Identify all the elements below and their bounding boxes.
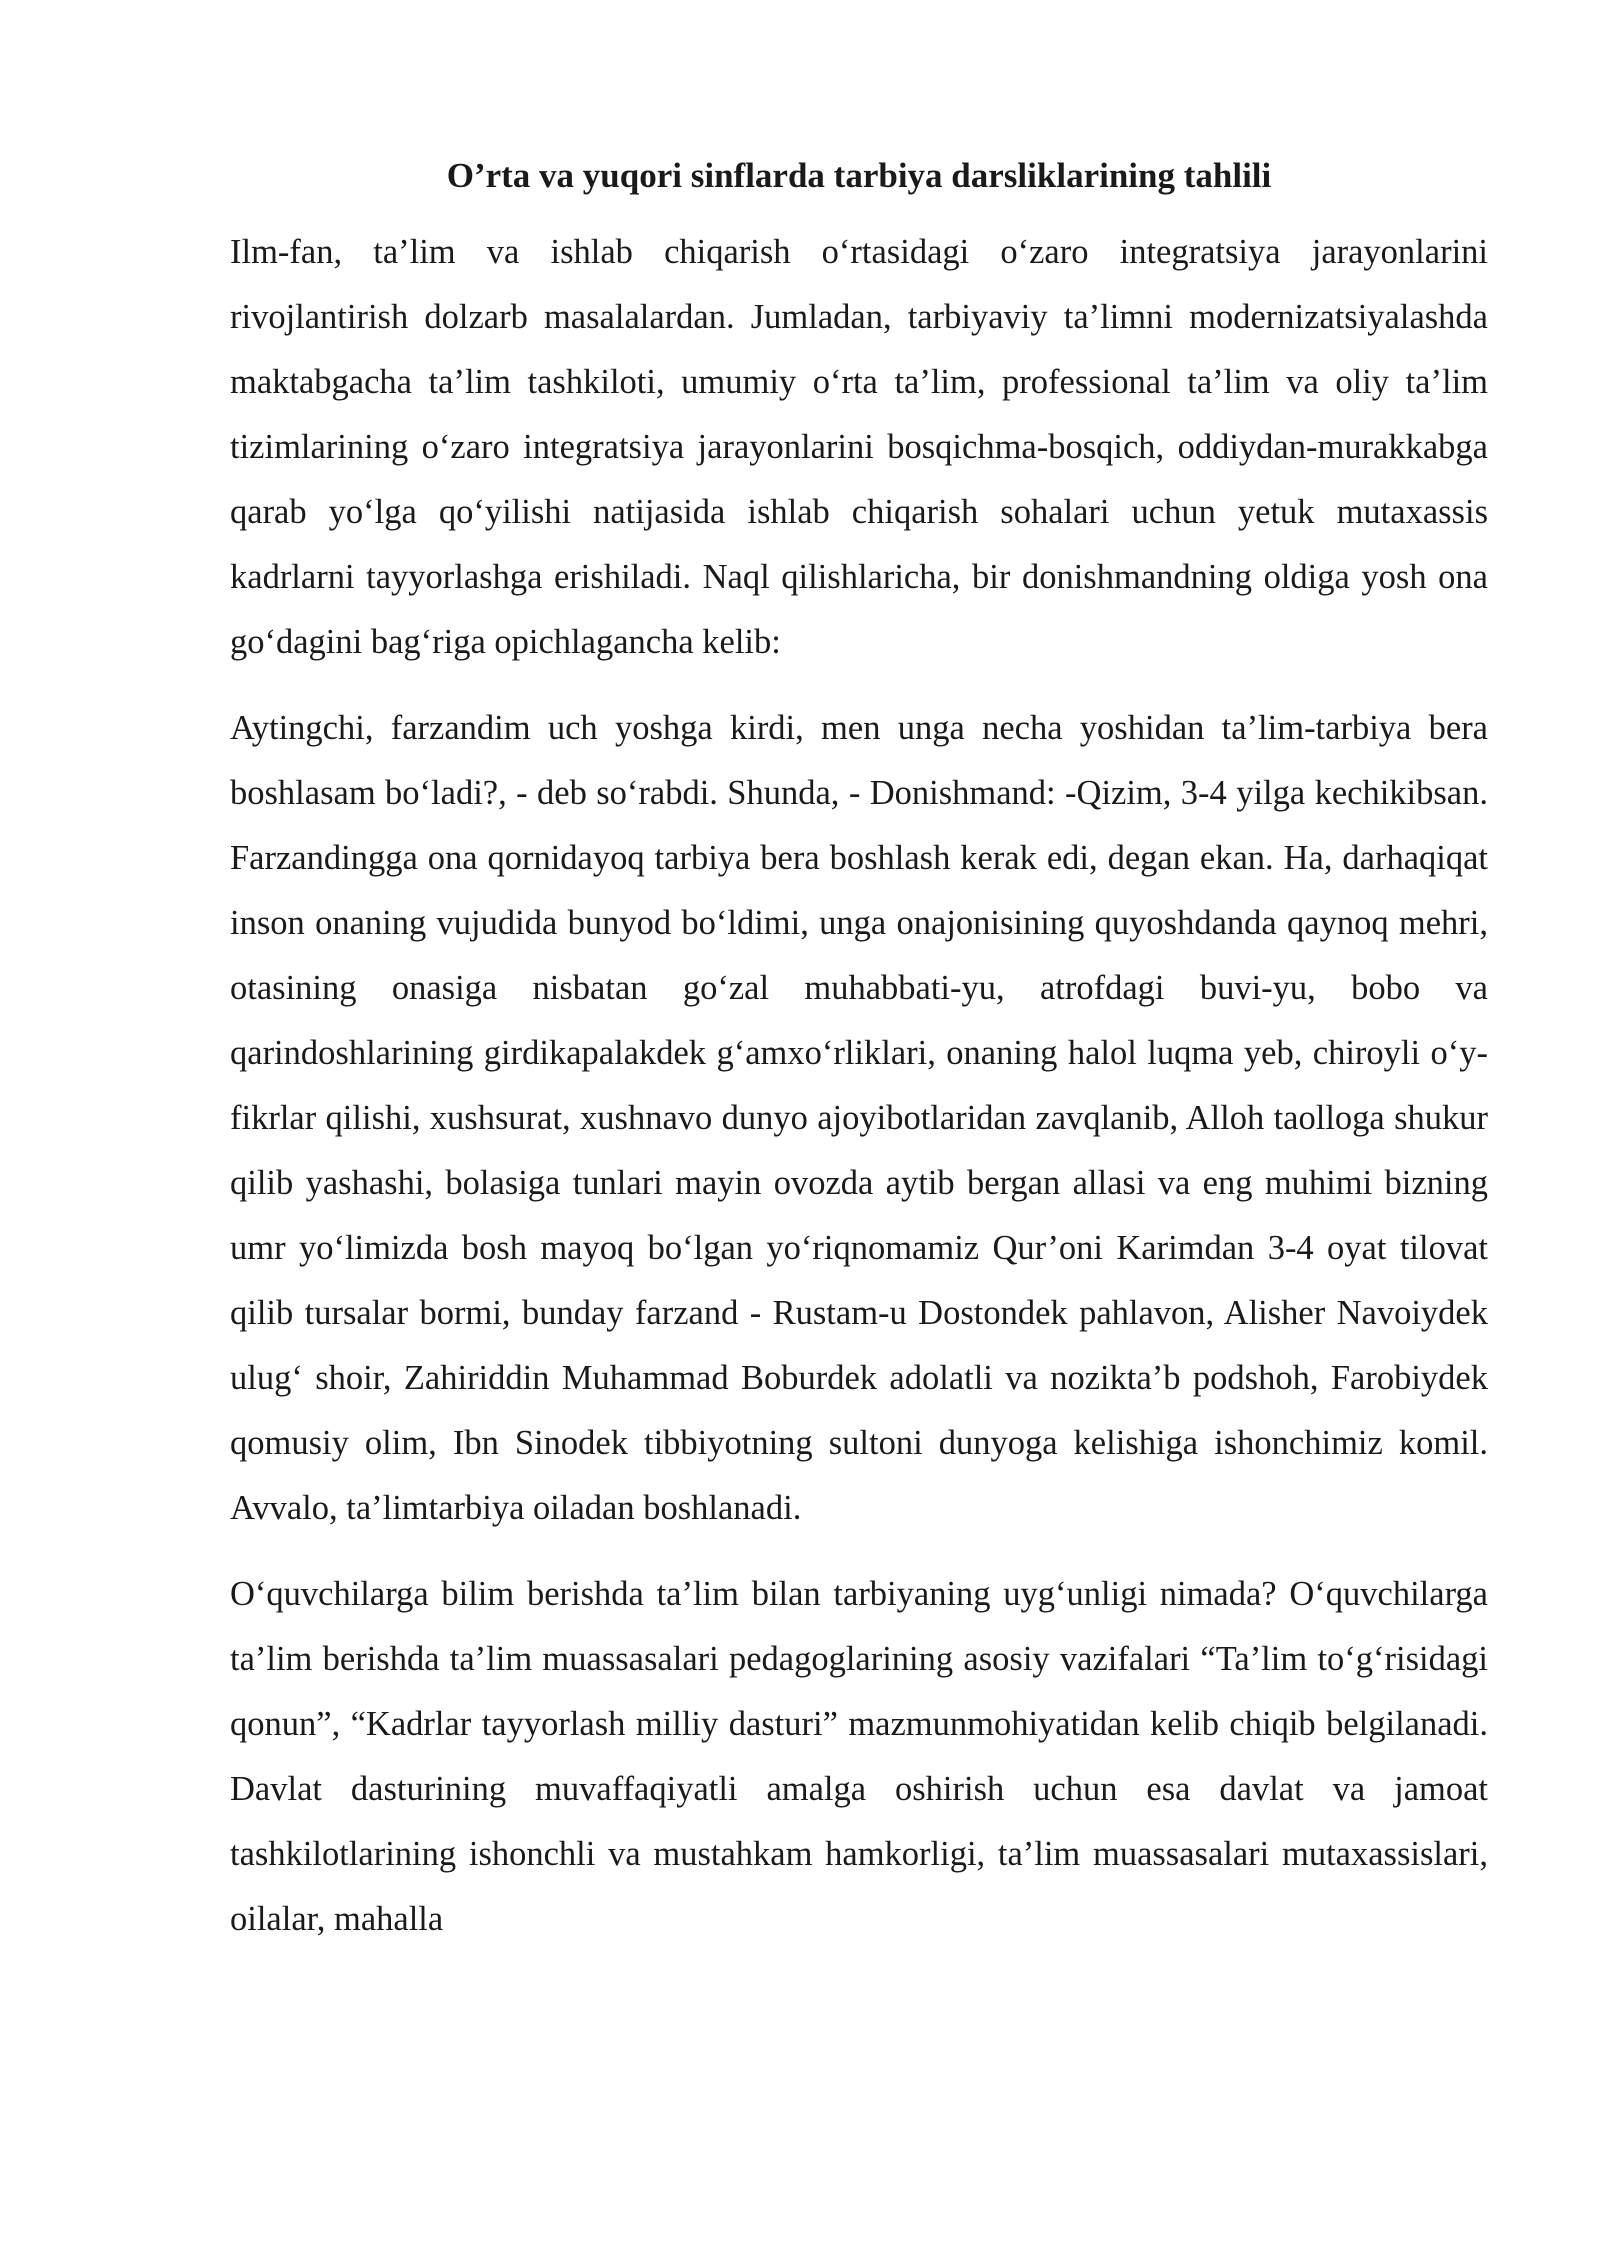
paragraph-1: Ilm-fan, ta’lim va ishlab chiqarish o‘rtasidagi o‘zaro integratsiya jarayonlarini rivojlantirish dolzarb masalalardan. Jumladan, tarbiyaviy ta’limni modernizatsiyalashda maktabgacha ta’lim tashkiloti, umumiy o‘rta ta’lim, professional ta’lim va oliy ta’lim tizimlarining o‘zaro integratsiya jarayonlarini bosqichma-bosqich, oddiydan-murakkabga qarab yo‘lga qo‘yilishi natijasida ishlab chiqarish sohalari uchun yetuk mutaxassis kadrlarni tayyorlashga erishiladi. Naql qilishlaricha, bir donishmandning oldiga yosh ona go‘dagini bag‘riga opichlagancha kelib: [230,233,1488,661]
document-title: O’rta va yuqori sinflarda tarbiya darsliklarining tahlili [446,156,1272,195]
paragraph-2: Aytingchi, farzandim uch yoshga kirdi, men unga necha yoshidan ta’lim-tarbiya bera boshlasam bo‘ladi?, - deb so‘rabdi. Shunda, - Donishmand: -Qizim, 3-4 yilga kechikibsan. Farzandingga ona qornidayoq tarbiya bera boshlash kerak edi, degan ekan. Ha, darhaqiqat inson onaning vujudida bunyod bo‘ldimi, unga onajonisining quyoshdanda qaynoq mehri, otasining onasiga nisbatan go‘zal muhabbati-yu, atrofdagi buvi-yu, bobo va qarindoshlarining girdikapalakdek g‘amxo‘rliklari, onaning halol luqma yeb, chiroyli o‘y-fikrlar qilishi, xushsurat, xushnavo dunyo ajoyibotlaridan zavqlanib, Alloh taolloga shukur qilib yashashi, bolasiga tunlari mayin ovozda aytib bergan allasi va eng muhimi bizning umr yo‘limizda bosh mayoq bo‘lgan yo‘riqnomamiz Qur’oni Karimdan 3-4 oyat tilovat qilib tursalar bormi, bunday farzand - Rustam-u Dostondek pahlavon, Alisher Navoiydek ulug‘ shoir, Zahiriddin Muhammad Boburdek adolatli va nozikta’b podshoh, Farobiydek qomusiy olim, Ibn Sinodek tibbiyotning sultoni dunyoga kelishiga ishonchimiz komil. Avvalo, ta’limtarbiya oiladan boshlanadi. [230,709,1488,1527]
paragraph-3: O‘quvchilarga bilim berishda ta’lim bilan tarbiyaning uyg‘unligi nimada? O‘quvchilarga ta’lim berishda ta’lim muassasalari pedagoglarining asosiy vazifalari “Ta’lim to‘g‘risidagi qonun”, “Kadrlar tayyorlash milliy dasturi” mazmunmohiyatidan kelib chiqib belgilanadi. Davlat dasturining muvaffaqiyatli amalga oshirish uchun esa davlat va jamoat tashkilotlarining ishonchli va mustahkam hamkorligi, ta’lim muassasalari mutaxassislari, oilalar, mahalla [230,1575,1488,1938]
document-body [230,150,1488,1973]
